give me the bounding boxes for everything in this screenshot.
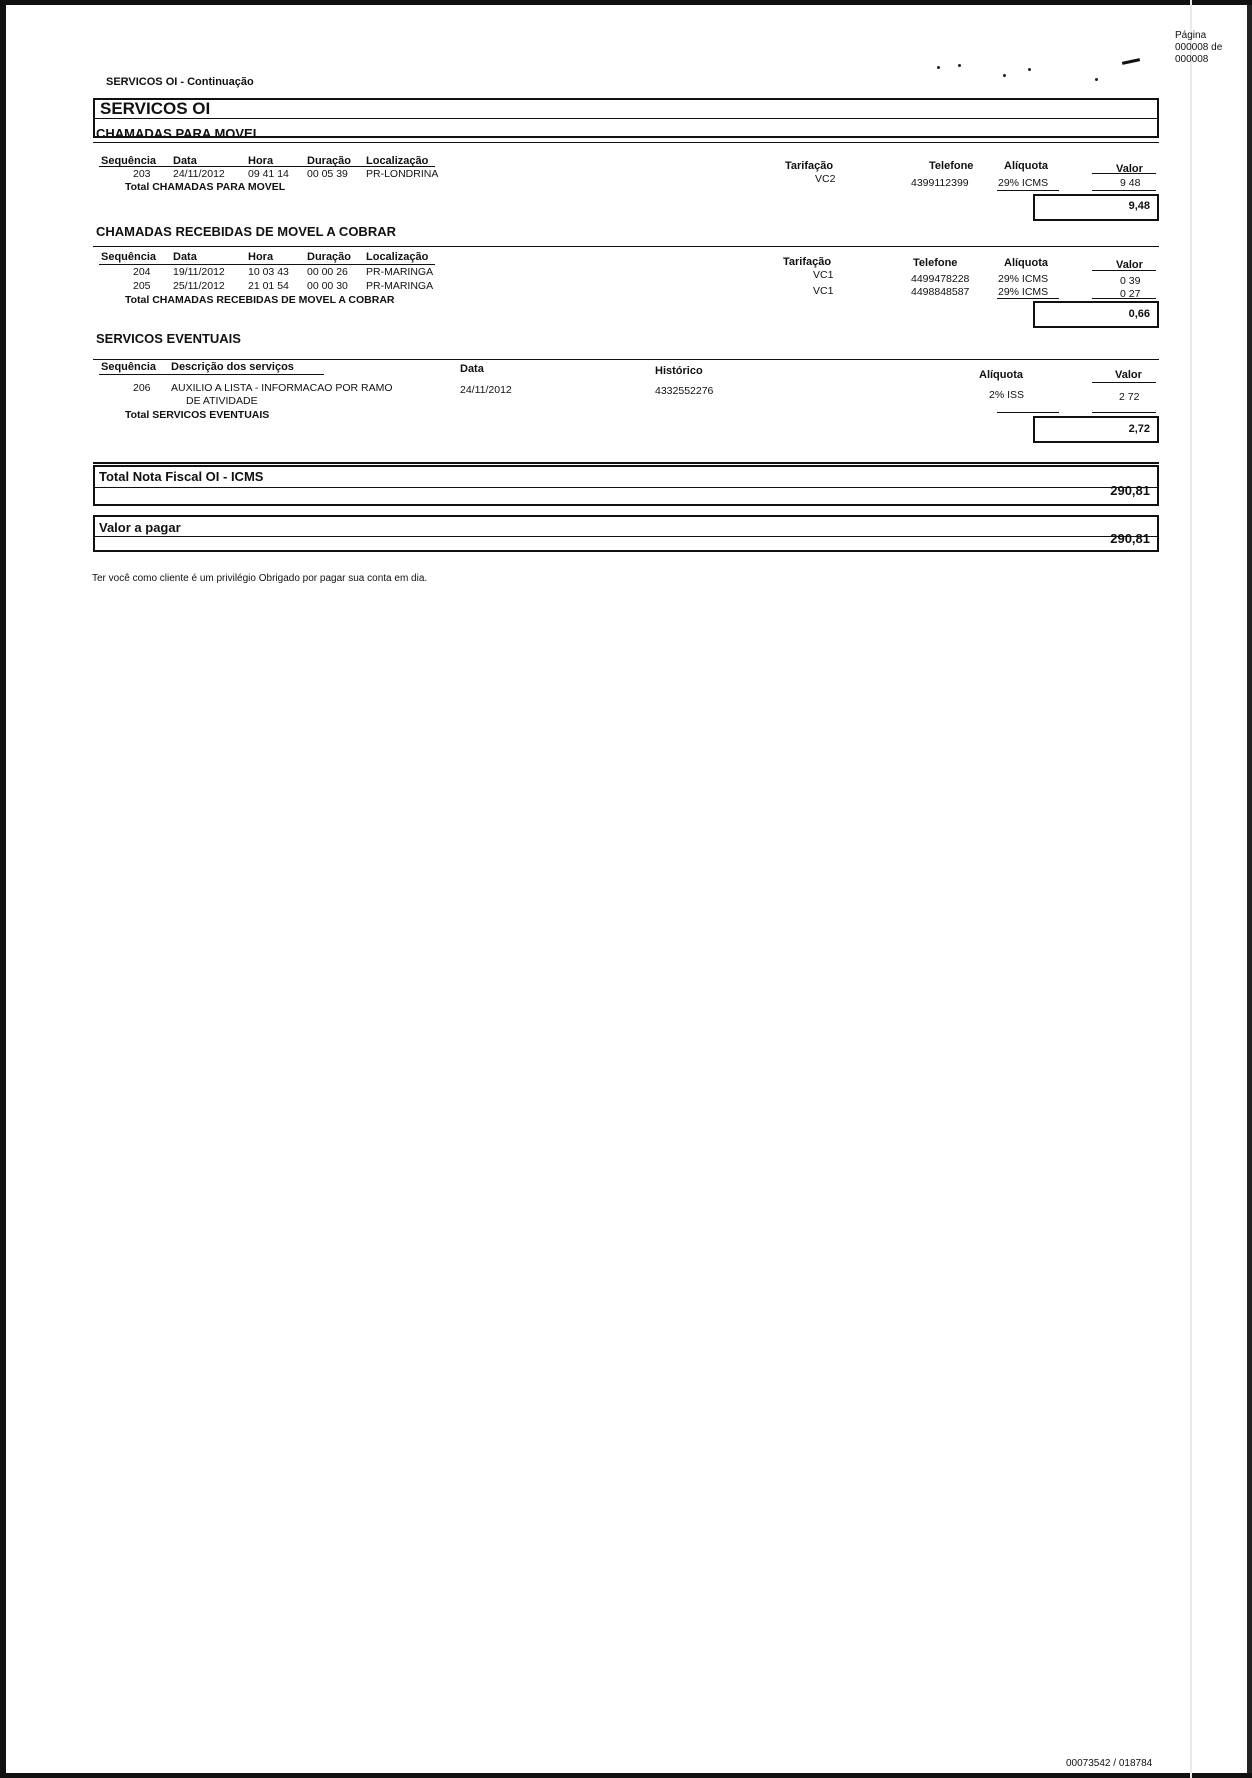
col-header-data: Data [460, 363, 484, 375]
row-aliquota: 29% ICMS [998, 286, 1049, 298]
col-header-tarifacao: Tarifação [785, 160, 834, 172]
row-tarifacao: VC1 [813, 285, 834, 297]
scan-edge-bottom [0, 1773, 1252, 1778]
underline [1092, 190, 1156, 191]
row-hora: 09 41 14 [248, 168, 289, 180]
row-telefone: 4399112399 [911, 177, 969, 189]
col-header-localizacao: Localização [366, 251, 429, 263]
chamadas-recebidas-total: 0,66 [1128, 308, 1150, 320]
scan-mark [1122, 58, 1140, 65]
col-header-valor: Valor [1115, 369, 1142, 381]
row-telefone: 4499478228 [911, 273, 970, 285]
col-header-sequencia: Sequência [101, 251, 157, 263]
servicos-eventuais-total: 2,72 [1128, 423, 1150, 435]
row-aliquota: 2% ISS [989, 389, 1025, 401]
col-header-duracao: Duração [307, 155, 352, 167]
header-underline [1092, 270, 1156, 271]
scan-speck [1028, 68, 1031, 71]
header-underline [99, 374, 324, 375]
col-header-historico: Histórico [655, 365, 703, 377]
row-valor: 0 39 [1120, 275, 1141, 287]
col-header-duracao: Duração [307, 251, 352, 263]
scan-speck [1003, 74, 1006, 77]
underline [997, 298, 1059, 299]
chamadas-movel-total-label: Total CHAMADAS PARA MOVEL [125, 181, 286, 193]
row-seq: 203 [133, 168, 151, 180]
header-underline [99, 166, 435, 167]
col-header-sequencia: Sequência [101, 361, 157, 373]
col-header-hora: Hora [248, 155, 274, 167]
col-header-tarifacao: Tarifação [783, 256, 832, 268]
row-data: 19/11/2012 [173, 266, 225, 278]
col-header-telefone: Telefone [913, 257, 958, 269]
row-telefone: 4498848587 [911, 286, 970, 298]
page-label: Página [1175, 30, 1207, 41]
col-header-localizacao: Localização [366, 155, 429, 167]
servicos-eventuais-total-label: Total SERVICOS EVENTUAIS [125, 409, 270, 421]
col-header-data: Data [173, 251, 197, 263]
row-valor: 9 48 [1120, 177, 1141, 189]
row-duracao: 00 00 26 [307, 266, 348, 278]
row-aliquota: 29% ICMS [998, 273, 1049, 285]
row-historico: 4332552276 [655, 385, 714, 397]
footer-message: Ter você como cliente é um privilégio Obrigado por pagar sua conta em dia. [92, 573, 428, 584]
row-duracao: 00 00 30 [307, 280, 348, 292]
row-duracao: 00 05 39 [307, 168, 348, 180]
divider [93, 462, 1159, 464]
section-title: SERVICOS OI [100, 99, 211, 118]
divider [93, 142, 1159, 143]
servicos-eventuais-title: SERVICOS EVENTUAIS [96, 331, 241, 346]
valor-a-pagar-label: Valor a pagar [99, 520, 181, 535]
chamadas-movel-title: CHAMADAS PARA MOVEL [96, 126, 261, 141]
scan-speck [958, 64, 961, 67]
divider [93, 359, 1159, 360]
row-localizacao: PR-MARINGA [366, 266, 434, 278]
scan-edge-right [1247, 0, 1252, 1778]
underline [1092, 298, 1156, 299]
underline [1092, 412, 1156, 413]
col-header-valor: Valor [1116, 259, 1143, 271]
row-data: 25/11/2012 [173, 280, 225, 292]
row-localizacao: PR-LONDRINA [366, 168, 439, 180]
col-header-descricao: Descrição dos serviços [171, 361, 294, 373]
row-descricao: AUXILIO A LISTA - INFORMACAO POR RAMO [171, 382, 393, 394]
col-header-aliquota: Alíquota [979, 369, 1023, 381]
underline [997, 412, 1059, 413]
col-header-aliquota: Alíquota [1004, 257, 1048, 269]
valor-a-pagar-value: 290,81 [1110, 531, 1150, 546]
total-nota-fiscal-label: Total Nota Fiscal OI - ICMS [99, 469, 264, 484]
underline [997, 190, 1059, 191]
paper-fold-line [1190, 0, 1192, 1778]
col-header-data: Data [173, 155, 197, 167]
document-code: 00073542 / 018784 [1066, 1758, 1153, 1769]
scan-edge-top [0, 0, 1252, 5]
row-seq: 204 [133, 266, 151, 278]
chamadas-recebidas-total-label: Total CHAMADAS RECEBIDAS DE MOVEL A COBRAR [125, 294, 395, 306]
col-header-valor: Valor [1116, 163, 1143, 175]
header-underline [99, 264, 435, 265]
row-data: 24/11/2012 [173, 168, 225, 180]
chamadas-movel-total: 9,48 [1128, 200, 1150, 212]
row-hora: 21 01 54 [248, 280, 289, 292]
row-seq: 206 [133, 382, 151, 394]
row-descricao-cont: DE ATIVIDADE [186, 395, 258, 407]
header-underline [1092, 382, 1156, 383]
row-tarifacao: VC1 [813, 269, 834, 281]
row-localizacao: PR-MARINGA [366, 280, 434, 292]
row-data: 24/11/2012 [460, 384, 512, 396]
col-header-aliquota: Alíquota [1004, 160, 1048, 172]
col-header-telefone: Telefone [929, 160, 974, 172]
header-underline [1092, 173, 1156, 174]
row-tarifacao: VC2 [815, 173, 836, 185]
row-valor: 2 72 [1119, 391, 1140, 403]
divider [95, 118, 1157, 119]
scan-edge-left [0, 0, 6, 1778]
valor-a-pagar-box [93, 515, 1159, 552]
row-aliquota: 29% ICMS [998, 177, 1049, 189]
row-hora: 10 03 43 [248, 266, 289, 278]
divider [95, 487, 1157, 488]
chamadas-recebidas-title: CHAMADAS RECEBIDAS DE MOVEL A COBRAR [96, 224, 396, 239]
page-total: 000008 [1175, 54, 1209, 65]
row-seq: 205 [133, 280, 151, 292]
divider [93, 246, 1159, 247]
row-valor: 0 27 [1120, 288, 1141, 300]
total-nota-fiscal-value: 290,81 [1110, 483, 1150, 498]
page-number: 000008 de [1175, 42, 1223, 53]
col-header-sequencia: Sequência [101, 155, 157, 167]
continuation-heading: SERVICOS OI - Continuação [106, 76, 254, 88]
col-header-hora: Hora [248, 251, 274, 263]
scan-speck [937, 66, 940, 69]
divider [95, 536, 1157, 537]
scan-speck [1095, 78, 1098, 81]
